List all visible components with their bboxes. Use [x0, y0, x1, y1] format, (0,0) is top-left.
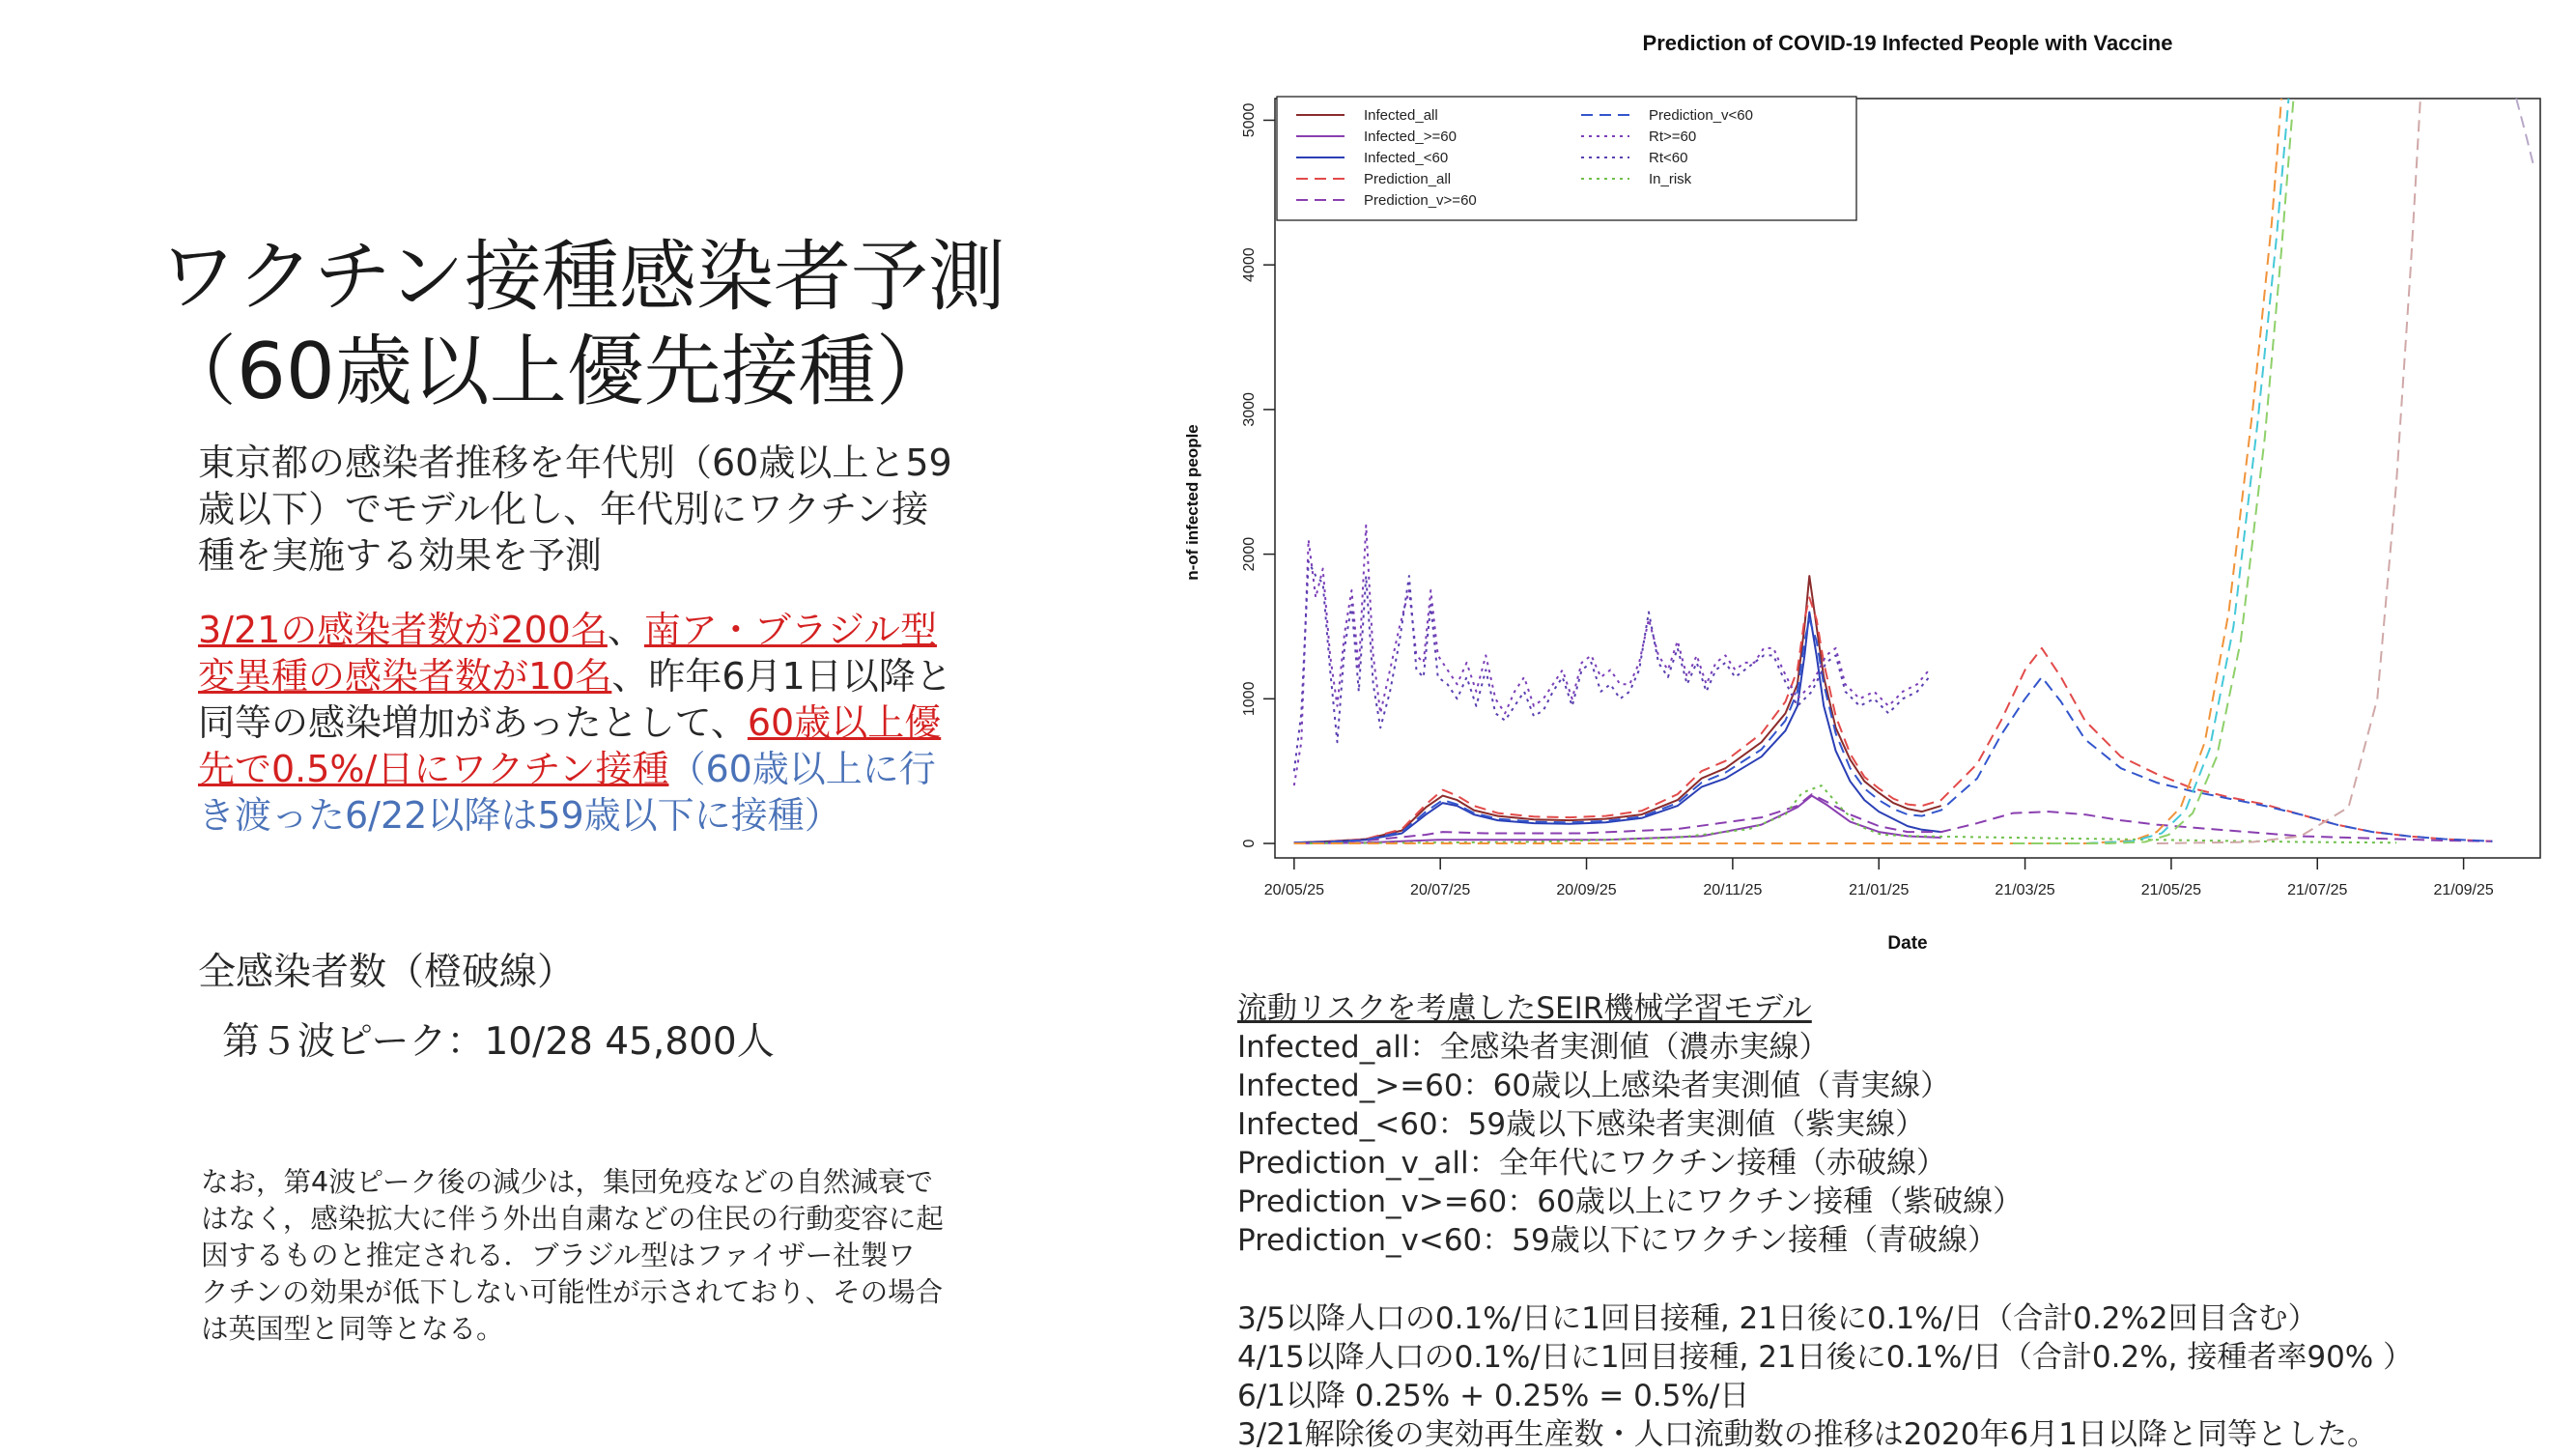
series-prediction-late-rise [2157, 99, 2420, 843]
legend-label: Rt<60 [1649, 150, 1688, 166]
intro-line-3: 種を実施する効果を予測 [198, 534, 603, 577]
chart-y-axis-label: n-of infected people [1183, 424, 1202, 581]
assumption-infected-count: 3/21の感染者数が200名 [198, 609, 608, 651]
x-tick-label: 21/05/25 [2140, 882, 2202, 898]
model-heading: 流動リスクを考慮したSEIR機械学習モデル [1237, 991, 1812, 1026]
note-line-1: なお，第4波ピーク後の減少は，集団免疫などの自然減衰で [201, 1166, 933, 1198]
y-tick-label: 5000 [1241, 102, 1258, 138]
x-tick-label: 21/03/25 [1995, 882, 2055, 898]
series-rt-60 [1294, 561, 1930, 771]
y-tick-label: 0 [1241, 839, 1258, 848]
assumption-line-4 [198, 746, 952, 792]
assumption-paragraph [198, 607, 952, 839]
x-tick-label: 21/07/25 [2287, 882, 2348, 898]
legend-label: In_risk [1649, 171, 1692, 187]
assumption-variant-b: 変異種の感染者数が10名 [198, 655, 612, 698]
x-tick-label: 20/07/25 [1410, 882, 1471, 898]
assumption-line-1 [198, 607, 952, 653]
assumption-note-a: （60歳以上に行 [668, 748, 936, 790]
legend-label: Infected_all [1364, 107, 1438, 124]
note-line-3: 因するものと推定される．ブラジル型はファイザー社製ワ [201, 1240, 916, 1271]
legend-label: Infected_<60 [1364, 150, 1449, 166]
legend-label: Infected_>=60 [1364, 128, 1457, 145]
series-infected-60 [1294, 613, 1941, 843]
legend-label: Prediction_v>=60 [1364, 192, 1477, 209]
series-in-risk [1294, 785, 2396, 843]
assumption-priority-b: 先で0.5%/日にワクチン接種 [198, 748, 669, 790]
title-line-2: （60歳以上優先接種） [159, 327, 953, 416]
vaccination-notes [1237, 1299, 2413, 1454]
covid-prediction-chart [1159, 19, 2560, 971]
series-prediction-v-60-rise [2013, 99, 2288, 843]
y-tick-label: 2000 [1241, 536, 1258, 572]
assumption-comma: 、 [607, 609, 644, 651]
y-tick-label: 3000 [1241, 392, 1258, 427]
chart-x-axis-label: Date [1887, 933, 1928, 954]
assumption-text-3: 同等の感染増加があったとして、 [198, 701, 748, 744]
x-tick-label: 20/09/25 [1556, 882, 1617, 898]
y-tick-label: 1000 [1241, 681, 1258, 717]
assumption-line-2 [198, 653, 952, 699]
note-line-5: は英国型と同等となる。 [201, 1313, 504, 1345]
legend-note-1: Infected_all：全感染者実測値（濃赤実線） [1237, 1030, 1829, 1065]
decline-note [201, 1164, 944, 1348]
y-tick-label: 4000 [1241, 247, 1258, 282]
series-prediction-v-60-rise [2013, 99, 2293, 843]
legend-note-2: Infected_>=60：60歳以上感染者実測値（青実線） [1237, 1069, 1951, 1103]
legend-label: Prediction_v<60 [1649, 107, 1753, 124]
total-infected-label: 全感染者数（橙破線） [198, 951, 576, 994]
intro-paragraph [198, 440, 952, 579]
assumption-note-b: き渡った6/22以降は59歳以下に接種） [198, 794, 841, 837]
fifth-wave-peak: 第５波ピーク：10/28 45,800人 [222, 1020, 775, 1064]
series-infected-all [1294, 576, 1941, 842]
legend-label: Prediction_all [1364, 171, 1452, 187]
vaccine-note-4: 3/21解除後の実効再生産数・人口流動数の推移は2020年6月1日以降と同等とした。 [1237, 1417, 2377, 1452]
page-title [159, 230, 1005, 419]
legend-note-5: Prediction_v>=60：60歳以上にワクチン接種（紫破線） [1237, 1184, 2024, 1219]
assumption-variant-a: 南ア・ブラジル型 [643, 609, 937, 651]
legend-note-3: Infected_<60：59歳以下感染者実測値（紫実線） [1237, 1107, 1926, 1142]
note-line-4: クチンの効果が低下しない可能性が示されており、その場合 [201, 1276, 944, 1308]
vaccine-note-3: 6/1以降 0.25% + 0.25% = 0.5%/日 [1237, 1379, 1750, 1413]
x-tick-label: 20/11/25 [1703, 882, 1763, 898]
x-tick-label: 21/09/25 [2433, 882, 2494, 898]
note-line-2: はなく，感染拡大に伴う外出自粛などの住民の行動変容に起 [201, 1203, 944, 1235]
intro-line-1: 東京都の感染者推移を年代別（60歳以上と59 [198, 442, 952, 484]
series-prediction-all [1294, 598, 2493, 843]
intro-line-2: 歳以下）でモデル化し、年代別にワクチン接 [198, 488, 929, 530]
series-prediction-tail [2516, 99, 2533, 163]
legend-label: Rt>=60 [1649, 128, 1697, 145]
assumption-priority-a: 60歳以上優 [747, 701, 942, 744]
assumption-text-2: 、昨年6月1日以降と [611, 655, 952, 698]
assumption-line-3 [198, 699, 952, 746]
model-legend-notes [1237, 989, 2023, 1260]
x-tick-label: 20/05/25 [1263, 882, 1324, 898]
legend-note-6: Prediction_v<60：59歳以下にワクチン接種（青破線） [1237, 1223, 1998, 1258]
vaccine-note-2: 4/15以降人口の0.1%/日に1回目接種, 21日後に0.1%/日（合計0.2%, 接種者率90% ） [1237, 1340, 2414, 1375]
vaccine-note-1: 3/5以降人口の0.1%/日に1回目接種, 21日後に0.1%/日（合計0.2%2回目含む） [1237, 1301, 2318, 1336]
legend-note-4: Prediction_v_all：全年代にワクチン接種（赤破線） [1237, 1146, 1947, 1181]
chart-title: Prediction of COVID-19 Infected People with Vaccine [1642, 31, 2173, 55]
chart-legend [1277, 97, 1856, 220]
x-tick-label: 21/01/25 [1849, 882, 1910, 898]
title-line-1: ワクチン接種感染者予測 [159, 232, 1005, 322]
